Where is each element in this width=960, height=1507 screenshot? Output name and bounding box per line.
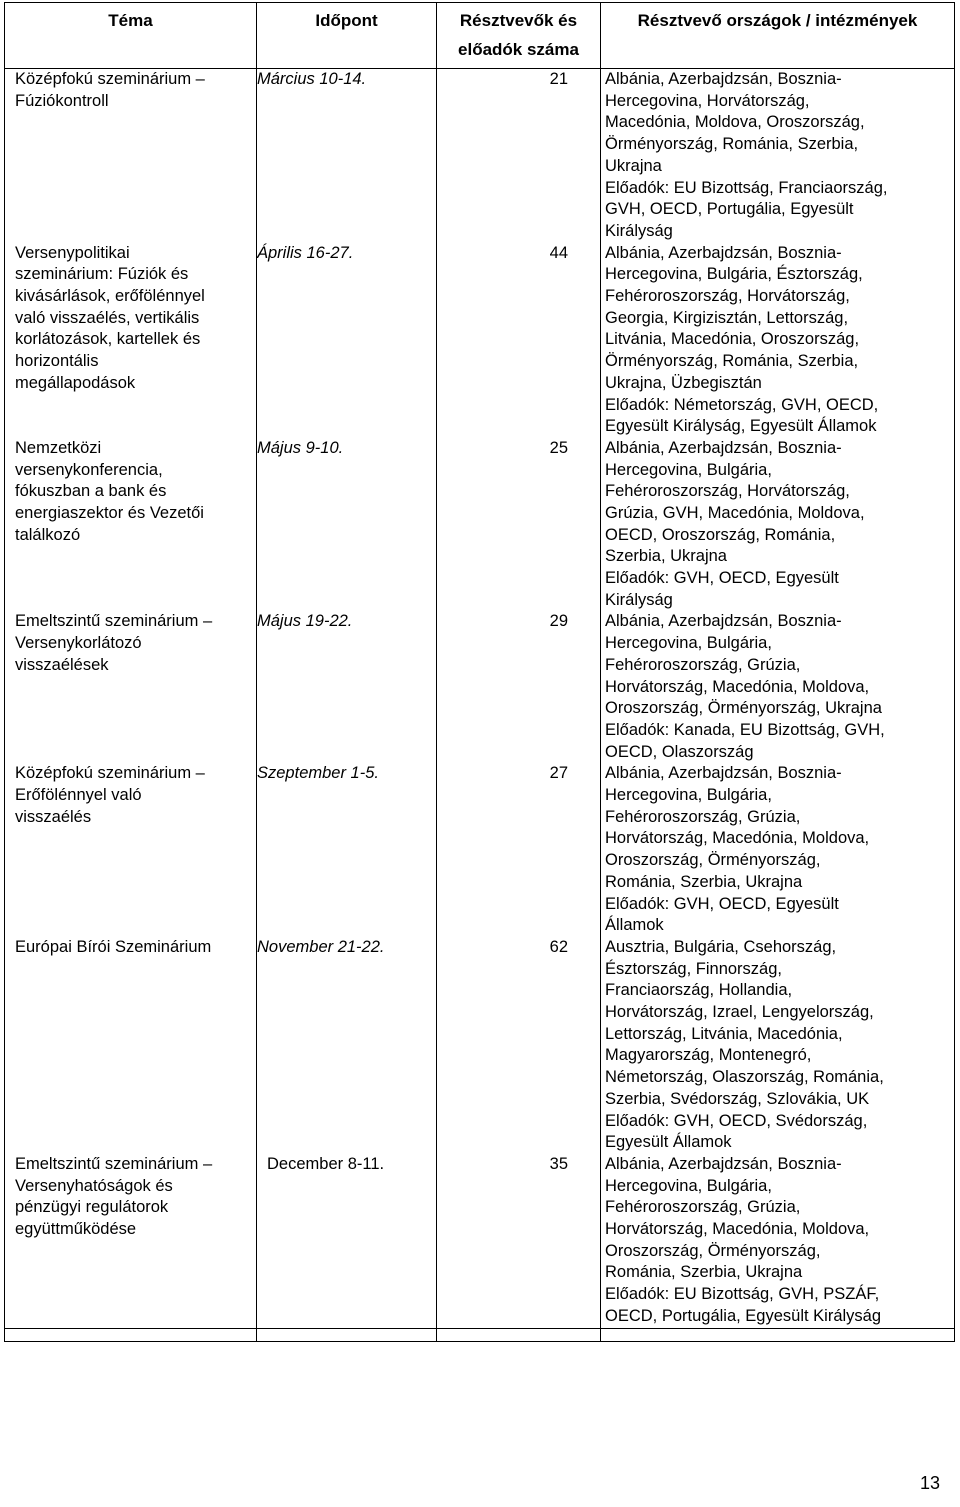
events-table <box>4 2 955 1342</box>
date-entry: December 8-11. <box>267 1154 385 1173</box>
spacer-cell <box>5 1328 257 1341</box>
topic-line: Emeltszintű szeminárium – <box>15 612 213 631</box>
country-line: Előadók: GVH, OECD, Svédország, <box>605 1111 868 1130</box>
country-line: Örményország, Románia, Szerbia, <box>605 135 859 154</box>
topic-line: horizontális <box>15 352 99 371</box>
spacer-cell <box>257 1328 437 1341</box>
topic-entry <box>15 69 256 243</box>
country-line: Oroszország, Örményország, <box>605 1241 821 1260</box>
topic-line: versenykonferencia, <box>15 460 163 479</box>
country-line: Horvátország, Macedónia, Moldova, <box>605 677 870 696</box>
country-line: Albánia, Azerbajdzsán, Bosznia- <box>605 612 842 631</box>
page-number: 13 <box>919 1473 940 1493</box>
country-line: Románia, Szerbia, Ukrajna <box>605 872 803 891</box>
countries-entry <box>601 1154 954 1328</box>
country-line: GVH, OECD, Portugália, Egyesült <box>605 200 854 219</box>
country-line: Albánia, Azerbajdzsán, Bosznia- <box>605 243 842 262</box>
country-line: Egyesült Államok <box>605 1133 732 1152</box>
participant-count: 25 <box>549 438 568 457</box>
date-entry: Május 9-10. <box>257 438 344 457</box>
header-date: Időpont <box>257 3 437 69</box>
topic-line: Európai Bírói Szeminárium <box>15 937 212 956</box>
country-line: Ausztria, Bulgária, Csehország, <box>605 937 837 956</box>
country-line: Fehéroroszország, Grúzia, <box>605 807 801 826</box>
country-line: Albánia, Azerbajdzsán, Bosznia- <box>605 438 842 457</box>
topic-line: Versenyhatóságok és <box>15 1176 173 1195</box>
topic-line: Erőfölénnyel való <box>15 786 142 805</box>
country-line: Fehéroroszország, Grúzia, <box>605 655 801 674</box>
country-line: OECD, Oroszország, Románia, <box>605 525 836 544</box>
country-line: Németország, Olaszország, Románia, <box>605 1068 884 1087</box>
topic-line: kivásárlások, erőfölénnyel <box>15 287 205 305</box>
country-line: Hercegovina, Bulgária, Észtország, <box>605 265 863 284</box>
country-line: Oroszország, Örményország, Ukrajna <box>605 699 882 718</box>
header-participants-line2: előadók száma <box>458 40 579 59</box>
topic-line: fókuszban a bank és <box>15 482 167 501</box>
date-entry: November 21-22. <box>257 937 385 956</box>
topic-line: Emeltszintű szeminárium – <box>15 1154 213 1173</box>
date-entry: Szeptember 1-5. <box>257 764 379 783</box>
country-line: Hercegovina, Horvátország, <box>605 91 810 110</box>
country-line: Hercegovina, Bulgária, <box>605 634 772 653</box>
topic-line: Versenypolitikai <box>15 243 130 262</box>
country-line: Egyesült Királyság, Egyesült Államok <box>605 417 877 436</box>
country-line: Előadók: EU Bizottság, Franciaország, <box>605 178 888 197</box>
country-line: OECD, Portugália, Egyesült Királyság <box>605 1306 882 1325</box>
country-line: Románia, Szerbia, Ukrajna <box>605 1263 803 1282</box>
topic-line: Nemzetközi <box>15 438 102 457</box>
countries-entry <box>601 611 954 763</box>
country-line: Örményország, Románia, Szerbia, <box>605 352 859 371</box>
participant-count: 35 <box>549 1154 568 1173</box>
topic-line: szeminárium: Fúziók és <box>15 265 189 284</box>
topic-entry <box>15 438 256 612</box>
table-body-row <box>5 69 955 1329</box>
country-line: Ukrajna, Üzbegisztán <box>605 373 762 392</box>
country-line: Fehéroroszország, Horvátország, <box>605 287 850 305</box>
topic-line: találkozó <box>15 525 81 544</box>
header-countries: Résztvevő országok / intézmények <box>601 3 955 69</box>
country-line: Észtország, Finnország, <box>605 959 782 978</box>
country-line: Hercegovina, Bulgária, <box>605 1176 772 1195</box>
date-entry: Április 16-27. <box>257 243 354 262</box>
topic-line: való visszaélés, vertikális <box>15 308 200 327</box>
topic-entry <box>15 611 256 763</box>
topic-line: Versenykorlátozó <box>15 634 142 653</box>
countries-entry <box>601 69 954 243</box>
topic-entry <box>15 763 256 937</box>
table-body <box>5 69 955 1342</box>
participant-count: 44 <box>549 243 568 262</box>
participant-count: 27 <box>549 764 568 783</box>
country-line: Albánia, Azerbajdzsán, Bosznia- <box>605 1154 842 1173</box>
country-line: Előadók: GVH, OECD, Egyesült <box>605 569 839 588</box>
topic-entry <box>15 1154 256 1328</box>
count-column <box>437 69 601 1329</box>
date-column <box>257 69 437 1329</box>
country-line: Hercegovina, Bulgária, <box>605 460 772 479</box>
country-line: Előadók: EU Bizottság, GVH, PSZÁF, <box>605 1285 880 1304</box>
country-line: Horvátország, Izrael, Lengyelország, <box>605 1003 874 1022</box>
country-line: Litvánia, Macedónia, Oroszország, <box>605 330 860 349</box>
topic-line: Fúziókontroll <box>15 91 109 110</box>
table-bottom-row <box>5 1328 955 1341</box>
participant-count: 21 <box>549 70 568 88</box>
country-line: Hercegovina, Bulgária, <box>605 786 772 805</box>
topic-line: visszaélés <box>15 807 92 826</box>
topic-line: visszaélések <box>15 655 109 674</box>
country-line: Macedónia, Moldova, Oroszország, <box>605 113 865 132</box>
country-line: Albánia, Azerbajdzsán, Bosznia- <box>605 70 842 88</box>
topic-line: Középfokú szeminárium – <box>15 764 205 783</box>
country-line: Államok <box>605 916 664 935</box>
countries-entry <box>601 243 954 438</box>
country-line: Fehéroroszország, Grúzia, <box>605 1198 801 1217</box>
country-line: Szerbia, Svédország, Szlovákia, UK <box>605 1089 870 1108</box>
spacer-cell <box>437 1328 601 1341</box>
country-line: Előadók: GVH, OECD, Egyesült <box>605 894 839 913</box>
country-line: Grúzia, GVH, Macedónia, Moldova, <box>605 504 865 522</box>
topic-entry <box>15 243 256 438</box>
spacer-cell <box>601 1328 955 1341</box>
countries-column <box>601 69 955 1329</box>
topic-line: korlátozások, kartellek és <box>15 330 201 349</box>
topic-entry <box>15 937 256 1154</box>
topic-line: Középfokú szeminárium – <box>15 70 205 88</box>
header-participants-line1: Résztvevők és <box>459 11 578 30</box>
country-line: Lettország, Litvánia, Macedónia, <box>605 1024 843 1043</box>
topic-line: pénzügyi regulátorok <box>15 1198 169 1217</box>
country-line: Királyság <box>605 590 673 609</box>
countries-entry <box>601 937 954 1154</box>
country-line: Fehéroroszország, Horvátország, <box>605 482 850 501</box>
participant-count: 29 <box>549 612 568 631</box>
country-line: Horvátország, Macedónia, Moldova, <box>605 829 870 848</box>
topic-line: energiaszektor és Vezetői <box>15 504 204 522</box>
country-line: Előadók: Németország, GVH, OECD, <box>605 395 879 414</box>
country-line: Georgia, Kirgizisztán, Lettország, <box>605 308 849 327</box>
countries-entry <box>601 763 954 937</box>
country-line: Albánia, Azerbajdzsán, Bosznia- <box>605 764 842 783</box>
date-entry: Március 10-14. <box>257 70 367 88</box>
topic-line: együttműködése <box>15 1220 137 1239</box>
country-line: Oroszország, Örményország, <box>605 851 821 870</box>
country-line: Ukrajna <box>605 156 662 175</box>
topic-line: megállapodások <box>15 373 136 392</box>
date-entry: Május 19-22. <box>257 612 353 631</box>
country-line: Horvátország, Macedónia, Moldova, <box>605 1220 870 1239</box>
topic-column <box>5 69 257 1329</box>
header-participants <box>437 3 601 69</box>
countries-entry <box>601 438 954 612</box>
country-line: OECD, Olaszország <box>605 742 754 761</box>
country-line: Királyság <box>605 221 673 240</box>
country-line: Szerbia, Ukrajna <box>605 547 727 566</box>
header-topic: Téma <box>5 3 257 69</box>
country-line: Magyarország, Montenegró, <box>605 1046 812 1065</box>
table-header-row <box>5 3 955 69</box>
country-line: Előadók: Kanada, EU Bizottság, GVH, <box>605 721 885 739</box>
participant-count: 62 <box>549 937 568 956</box>
country-line: Franciaország, Hollandia, <box>605 981 793 1000</box>
